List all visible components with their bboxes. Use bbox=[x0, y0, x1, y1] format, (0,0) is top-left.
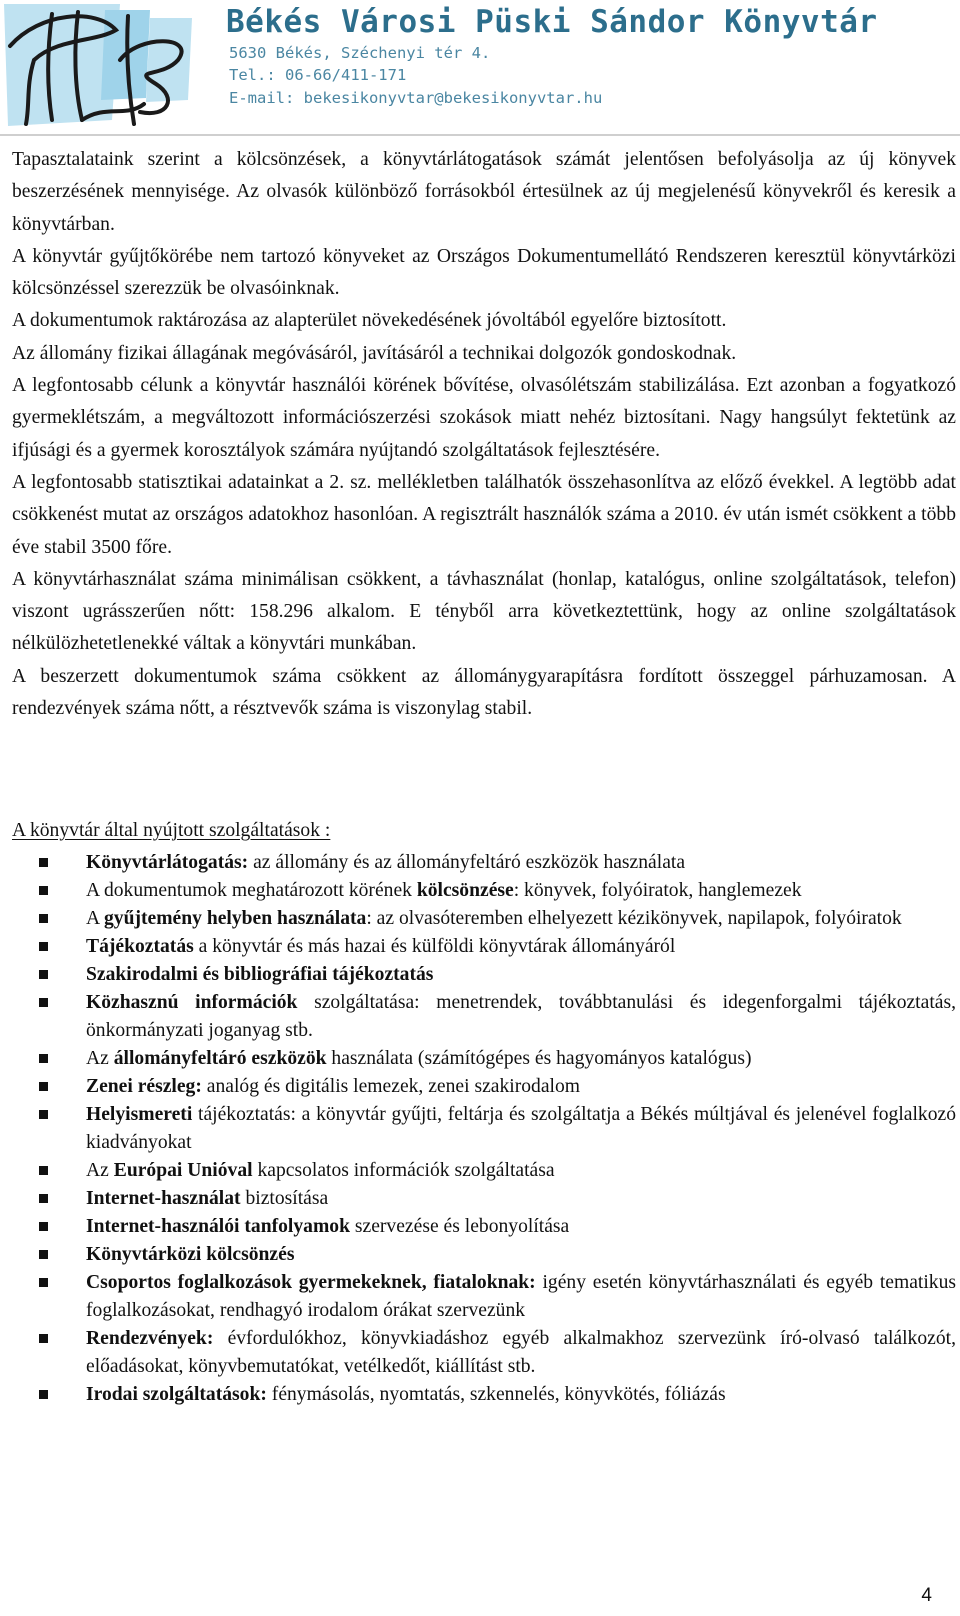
services-heading: A könyvtár által nyújtott szolgáltatások : bbox=[12, 820, 331, 841]
list-item: Az Európai Unióval kapcsolatos információk szolgáltatása bbox=[12, 1157, 956, 1185]
square-bullet-icon bbox=[39, 1278, 48, 1287]
library-logo-icon bbox=[0, 0, 210, 130]
square-bullet-icon bbox=[39, 998, 48, 1007]
list-item: Helyismereti tájékoztatás: a könyvtár gyűjti, feltárja és szolgáltatja a Békés múltjával és jelenével foglalkozó kiadványokat bbox=[12, 1101, 956, 1157]
square-bullet-icon bbox=[39, 1194, 48, 1203]
square-bullet-icon bbox=[39, 1334, 48, 1343]
list-item: Internet-használat biztosítása bbox=[12, 1185, 956, 1213]
square-bullet-icon bbox=[39, 1166, 48, 1175]
paragraph: A könyvtár gyűjtőkörébe nem tartozó könyveket az Országos Dokumentumellátó Rendszeren keresztül könyvtárközi kölcsönzéssel szerezzük be olvasóinknak. bbox=[12, 245, 956, 300]
square-bullet-icon bbox=[39, 1250, 48, 1259]
library-email: E-mail: bekesikonyvtar@bekesikonyvtar.hu bbox=[229, 89, 603, 107]
paragraph: Tapasztalataink szerint a kölcsönzések, a könyvtárlátogatások számát jelentősen befolyásolja az új könyvek beszerzésének mennyisége. Az olvasók különböző forrásokból értesülnek az új megjelenésű könyvekről és keresik a könyvtárban. bbox=[12, 149, 956, 235]
square-bullet-icon bbox=[39, 886, 48, 895]
list-item: Tájékoztatás a könyvtár és más hazai és külföldi könyvtárak állományáról bbox=[12, 933, 956, 961]
square-bullet-icon bbox=[39, 1222, 48, 1231]
paragraph: A legfontosabb statisztikai adatainkat a 2. sz. mellékletben találhatók összehasonlítva az előző évekkel. A legtöbb adat csökkenést mutat az országos adatokhoz hasonlóan. A regisztrált használók száma a 2010. év után ismét csökkent a több éve stabil 3500 főre. bbox=[12, 471, 956, 558]
square-bullet-icon bbox=[39, 970, 48, 979]
paragraph: A könyvtárhasználat száma minimálisan csökkent, a távhasználat (honlap, katalógus, online szolgáltatások, telefon) viszont ugrásszerűen nőtt: 158.296 alkalom. E tényből arra következtettünk, hogy az online szolgáltatások nélkülözhetetlenekké váltak a könyvtári munkában. bbox=[12, 568, 956, 655]
letterhead bbox=[0, 0, 960, 138]
list-item: Zenei részleg: analóg és digitális lemezek, zenei szakirodalom bbox=[12, 1073, 956, 1101]
body-text bbox=[12, 144, 956, 725]
list-item: Könyvtárlátogatás: az állomány és az állományfeltáró eszközök használata bbox=[12, 849, 956, 877]
list-item: Könyvtárközi kölcsönzés bbox=[12, 1241, 956, 1269]
square-bullet-icon bbox=[39, 858, 48, 867]
square-bullet-icon bbox=[39, 1054, 48, 1063]
paragraph: A dokumentumok raktározása az alapterület növekedésének jóvoltából egyelőre biztosított. bbox=[12, 310, 727, 332]
library-name: Békés Városi Püski Sándor Könyvtár bbox=[226, 4, 878, 40]
list-item: Csoportos foglalkozások gyermekeknek, fiataloknak: igény esetén könyvtárhasználati és egyéb tematikus foglalkozásokat, rendhagyó irodalom órákat szervezünk bbox=[12, 1269, 956, 1325]
square-bullet-icon bbox=[39, 914, 48, 923]
library-address: 5630 Békés, Széchenyi tér 4. bbox=[229, 44, 491, 62]
list-item: Rendezvények: évfordulókhoz, könyvkiadáshoz egyéb alkalmakhoz szervezünk író-olvasó találkozót, előadásokat, könyvbemutatókat, vetélkedőt, kiállítást stb. bbox=[12, 1325, 956, 1381]
services-list bbox=[12, 849, 956, 1409]
square-bullet-icon bbox=[39, 1082, 48, 1091]
list-item: Közhasznú információk szolgáltatása: menetrendek, továbbtanulási és idegenforgalmi tájékoztatás, önkormányzati joganyag stb. bbox=[12, 989, 956, 1045]
paragraph: A legfontosabb célunk a könyvtár használói körének bővítése, olvasólétszám stabilizálása. Ezt azonban a fogyatkozó gyermeklétszám, a megváltozott információszerzési szokások miatt nehéz biztosítani. Nagy hangsúlyt fektetünk az ifjúsági és a gyermek korosztályok számára nyújtandó szolgáltatások fejlesztésére. bbox=[12, 375, 956, 461]
square-bullet-icon bbox=[39, 942, 48, 951]
paragraph: A beszerzett dokumentumok száma csökkent az állománygyarapításra fordított összeggel párhuzamosan. A rendezvények száma nőtt, a résztvevők száma is viszonylag stabil. bbox=[12, 665, 956, 720]
list-item: A gyűjtemény helyben használata: az olvasóteremben elhelyezett kézikönyvek, napilapok, folyóiratok bbox=[12, 905, 956, 933]
library-phone: Tel.: 06-66/411-171 bbox=[229, 66, 407, 84]
list-item: Irodai szolgáltatások: fénymásolás, nyomtatás, szkennelés, könyvkötés, fóliázás bbox=[12, 1381, 956, 1409]
list-item: Internet-használói tanfolyamok szervezése és lebonyolítása bbox=[12, 1213, 956, 1241]
square-bullet-icon bbox=[39, 1110, 48, 1119]
paragraph: Az állomány fizikai állagának megóvásáról, javításáról a technikai dolgozók gondoskodnak. bbox=[12, 342, 737, 364]
header-divider bbox=[0, 134, 960, 136]
list-item: Az állományfeltáró eszközök használata (számítógépes és hagyományos katalógus) bbox=[12, 1045, 956, 1073]
list-item: Szakirodalmi és bibliográfiai tájékoztatás bbox=[12, 961, 956, 989]
square-bullet-icon bbox=[39, 1390, 48, 1399]
page-number: 4 bbox=[921, 1585, 932, 1606]
list-item: A dokumentumok meghatározott körének kölcsönzése: könyvek, folyóiratok, hanglemezek bbox=[12, 877, 956, 905]
